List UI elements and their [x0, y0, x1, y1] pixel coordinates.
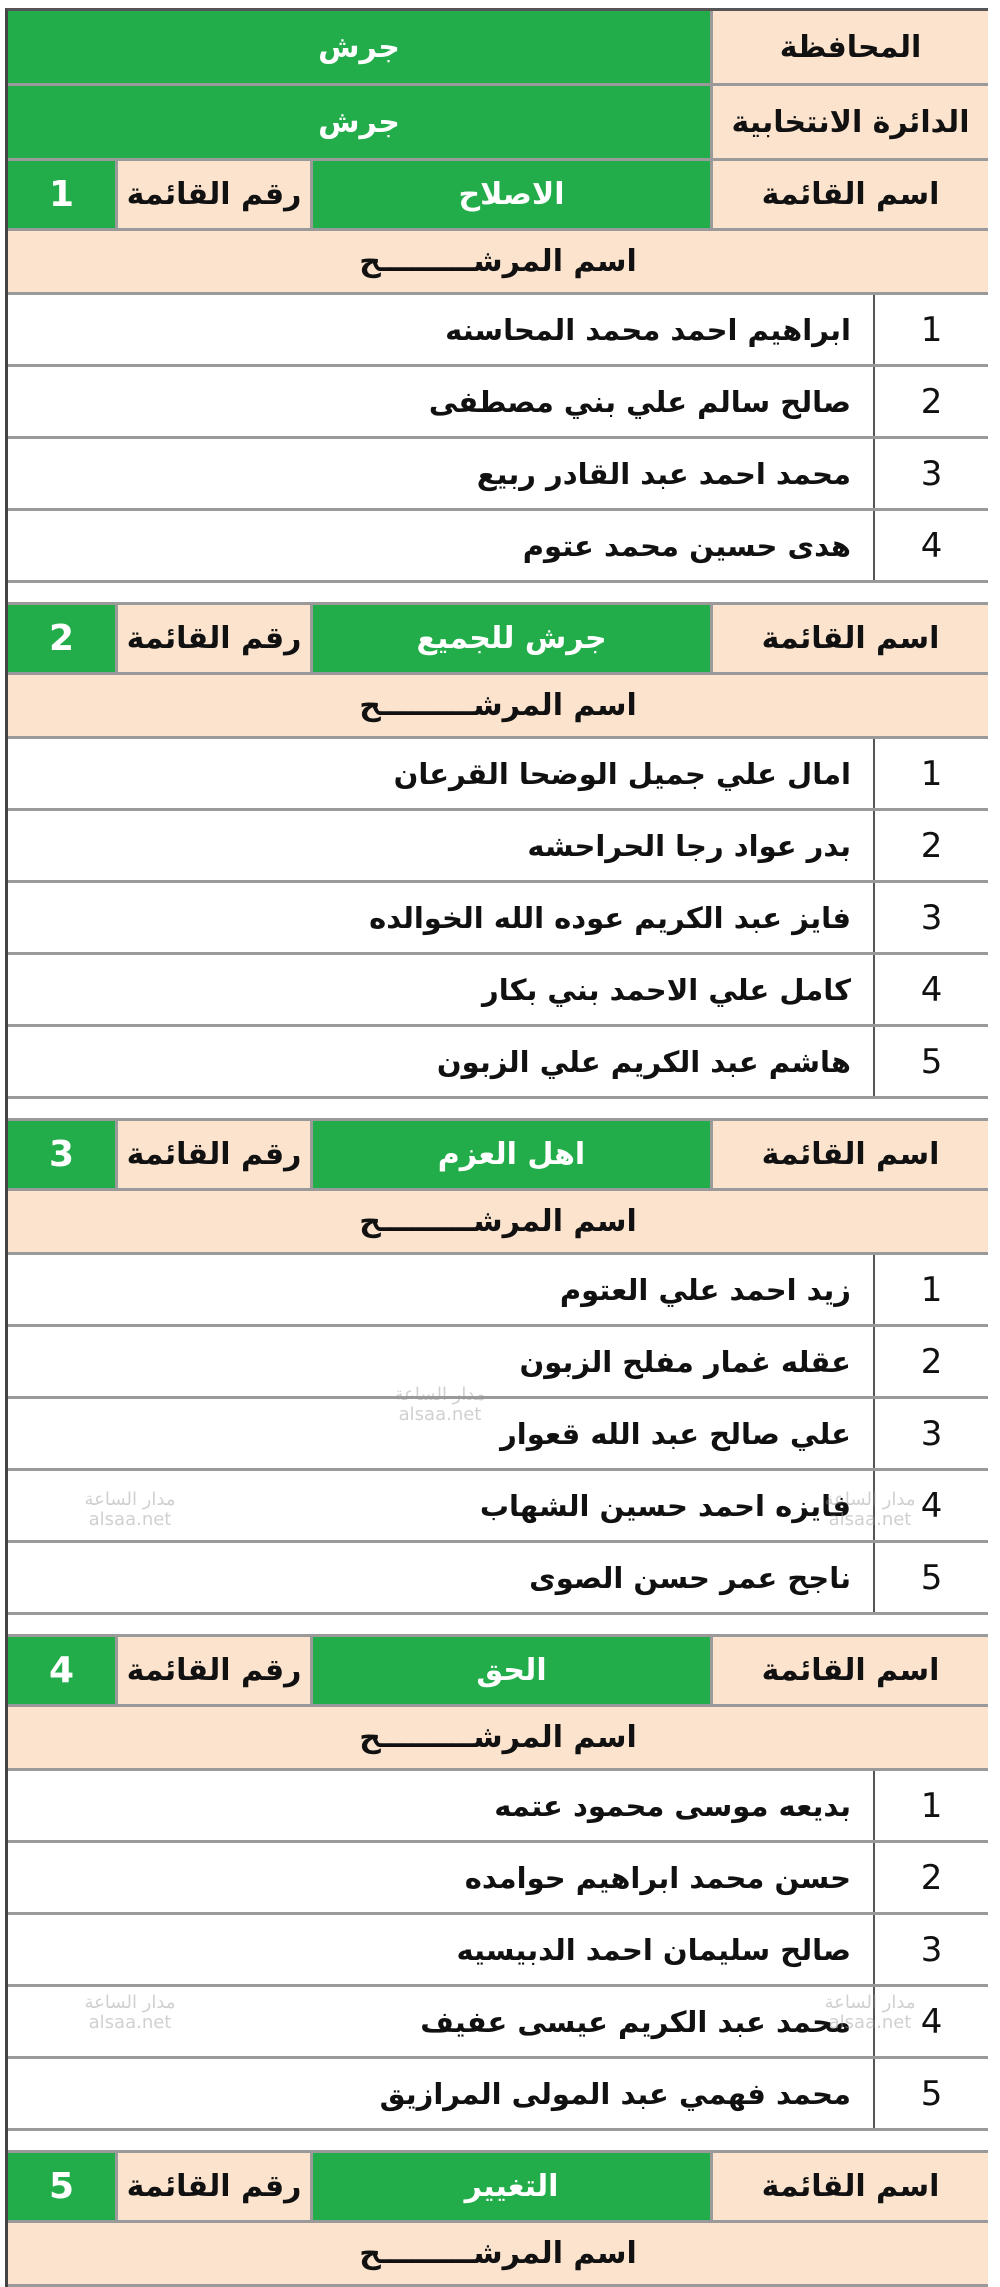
watermark-line-2: alsaa.net	[398, 1404, 482, 1425]
list-block	[8, 605, 988, 1099]
watermark-line-1: مدار الساعة	[84, 1489, 176, 1510]
watermark-line-2: alsaa.net	[88, 2012, 172, 2033]
candidate-number: 4	[873, 955, 988, 1024]
candidate-name-header-row	[8, 2223, 988, 2287]
candidate-row	[8, 955, 988, 1027]
candidate-name: صالح سالم علي بني مصطفى	[428, 384, 851, 419]
list-number-label: رقم القائمة	[118, 1121, 313, 1188]
candidate-number: 3	[873, 883, 988, 952]
list-header-row	[8, 605, 988, 675]
watermark	[810, 1993, 930, 2033]
list-number-value: 1	[8, 161, 118, 228]
watermark	[70, 1490, 190, 1530]
watermark	[380, 1385, 500, 1425]
list-gap	[8, 1615, 988, 1637]
candidate-row	[8, 2059, 988, 2131]
candidate-row	[8, 439, 988, 511]
watermark-line-1: مدار الساعة	[824, 1992, 916, 2013]
list-name-label: اسم القائمة	[713, 1121, 988, 1188]
candidate-name: امال علي جميل الوضحا القرعان	[393, 756, 851, 791]
watermark-line-2: alsaa.net	[828, 1509, 912, 1530]
candidate-name: هاشم عبد الكريم علي الزبون	[436, 1044, 851, 1079]
district-row	[8, 86, 988, 161]
list-name-value: جرش للجميع	[313, 605, 713, 672]
candidate-row	[8, 739, 988, 811]
list-number-value: 3	[8, 1121, 118, 1188]
candidate-row	[8, 1543, 988, 1615]
candidate-name: علي صالح عبد الله قعوار	[500, 1416, 851, 1451]
lists-container	[8, 161, 988, 2287]
candidate-number: 5	[873, 1027, 988, 1096]
list-name-label: اسم القائمة	[713, 2153, 988, 2220]
candidate-number: 1	[873, 295, 988, 364]
candidate-number: 5	[873, 1543, 988, 1612]
list-number-label: رقم القائمة	[118, 2153, 313, 2220]
candidate-row	[8, 1915, 988, 1987]
candidate-number: 3	[873, 1915, 988, 1984]
watermark-line-1: مدار الساعة	[824, 1489, 916, 1510]
candidate-row	[8, 811, 988, 883]
list-block	[8, 161, 988, 583]
list-header-row	[8, 2153, 988, 2223]
list-number-value: 4	[8, 1637, 118, 1704]
candidate-name: صالح سليمان احمد الدبيسيه	[456, 1932, 851, 1967]
list-gap	[8, 583, 988, 605]
candidate-row	[8, 1027, 988, 1099]
candidate-number: 4	[873, 511, 988, 580]
candidate-name: حسن محمد ابراهيم حوامده	[464, 1860, 851, 1895]
candidate-name-header: اسم المرشـــــــــح	[359, 1204, 637, 1239]
candidate-name: فايزه احمد حسين الشهاب	[479, 1488, 851, 1523]
candidate-row	[8, 1843, 988, 1915]
governorate-value: جرش	[8, 11, 713, 83]
candidate-name: ناجح عمر حسن الصوى	[529, 1560, 851, 1595]
candidate-number: 4	[873, 1987, 988, 2056]
list-name-label: اسم القائمة	[713, 161, 988, 228]
candidate-row	[8, 883, 988, 955]
candidate-row	[8, 1255, 988, 1327]
watermark-line-2: alsaa.net	[828, 2012, 912, 2033]
candidate-number: 3	[873, 439, 988, 508]
list-name-label: اسم القائمة	[713, 605, 988, 672]
list-header-row	[8, 1121, 988, 1191]
candidate-number: 5	[873, 2059, 988, 2128]
list-gap	[8, 1099, 988, 1121]
candidate-number: 2	[873, 367, 988, 436]
candidate-number: 1	[873, 1771, 988, 1840]
watermark-line-2: alsaa.net	[88, 1509, 172, 1530]
list-name-value: اهل العزم	[313, 1121, 713, 1188]
list-number-label: رقم القائمة	[118, 1637, 313, 1704]
governorate-row	[8, 11, 988, 86]
candidate-name: بديعه موسى محمود عتمه	[494, 1788, 851, 1823]
candidate-name: هدى حسين محمد عتوم	[522, 528, 851, 563]
list-number-value: 5	[8, 2153, 118, 2220]
candidate-name-header-row	[8, 1707, 988, 1771]
district-label: الدائرة الانتخابية	[713, 86, 988, 158]
candidate-name: محمد عبد الكريم عيسى عفيف	[420, 2004, 851, 2039]
candidate-name: زيد احمد علي العتوم	[559, 1272, 851, 1307]
candidate-row	[8, 295, 988, 367]
candidate-number: 2	[873, 1843, 988, 1912]
candidate-row	[8, 1771, 988, 1843]
candidate-name: ابراهيم احمد محمد المحاسنه	[445, 312, 851, 347]
candidate-name: فايز عبد الكريم عوده الله الخوالده	[369, 900, 851, 935]
candidate-name: بدر عواد رجا الحراحشه	[527, 828, 851, 863]
candidate-name: كامل علي الاحمد بني بكار	[482, 972, 851, 1007]
candidate-name: محمد احمد عبد القادر ربيع	[476, 456, 851, 491]
list-name-value: الاصلاح	[313, 161, 713, 228]
candidate-number: 4	[873, 1471, 988, 1540]
watermark-line-1: مدار الساعة	[84, 1992, 176, 2013]
governorate-label: المحافظة	[713, 11, 988, 83]
list-header-row	[8, 161, 988, 231]
candidate-name-header-row	[8, 1191, 988, 1255]
candidate-name: محمد فهمي عبد المولى المرازيق	[379, 2076, 851, 2111]
candidate-number: 2	[873, 1327, 988, 1396]
district-value: جرش	[8, 86, 713, 158]
candidate-name-header-row	[8, 231, 988, 295]
list-name-value: الحق	[313, 1637, 713, 1704]
candidate-name-header-row	[8, 675, 988, 739]
candidate-name-header: اسم المرشـــــــــح	[359, 2236, 637, 2271]
candidate-number: 1	[873, 739, 988, 808]
candidate-number: 1	[873, 1255, 988, 1324]
list-number-label: رقم القائمة	[118, 161, 313, 228]
list-block	[8, 1637, 988, 2131]
watermark	[70, 1993, 190, 2033]
list-block	[8, 2153, 988, 2287]
candidate-number: 2	[873, 811, 988, 880]
candidate-name-header: اسم المرشـــــــــح	[359, 1720, 637, 1755]
candidate-name-header: اسم المرشـــــــــح	[359, 244, 637, 279]
list-number-label: رقم القائمة	[118, 605, 313, 672]
candidate-lists-table	[5, 8, 988, 2287]
list-number-value: 2	[8, 605, 118, 672]
list-block	[8, 1121, 988, 1615]
list-header-row	[8, 1637, 988, 1707]
list-name-value: التغيير	[313, 2153, 713, 2220]
candidate-name: عقله غمار مفلح الزبون	[519, 1344, 851, 1379]
candidate-row	[8, 511, 988, 583]
watermark-line-1: مدار الساعة	[394, 1384, 486, 1405]
watermark	[810, 1490, 930, 1530]
list-name-label: اسم القائمة	[713, 1637, 988, 1704]
candidate-name-header: اسم المرشـــــــــح	[359, 688, 637, 723]
list-gap	[8, 2131, 988, 2153]
candidate-row	[8, 367, 988, 439]
candidate-number: 3	[873, 1399, 988, 1468]
